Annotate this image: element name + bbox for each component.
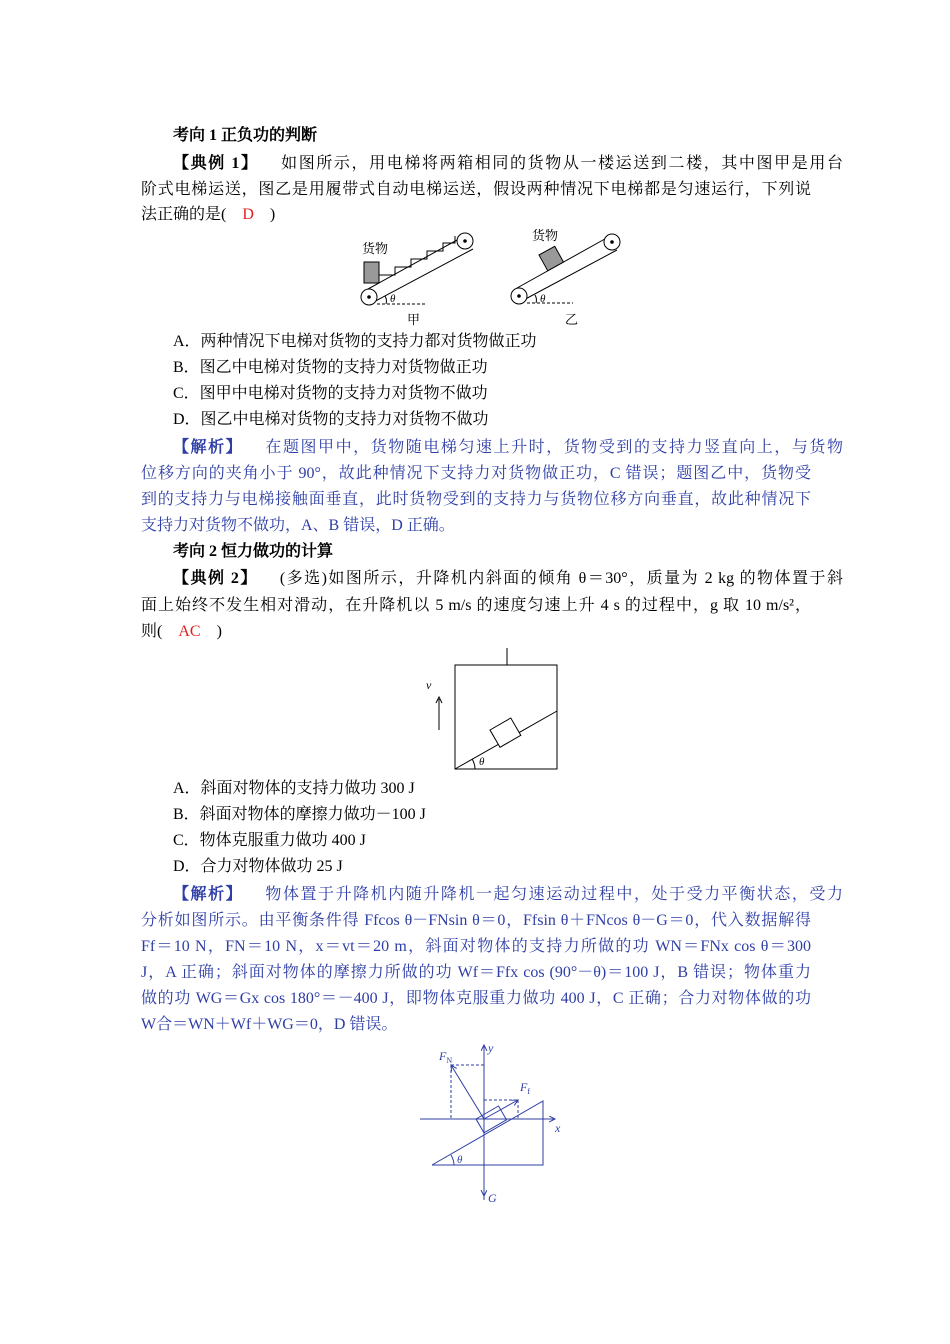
question-2-line-1 [173, 567, 843, 591]
example-tag-1: 【典例 1】 [173, 155, 259, 172]
ff-label: $F_f$ [520, 1080, 531, 1096]
section-heading-1: 考向 1 正负功的判断 [173, 127, 318, 144]
question-1-text-1: 如图所示，用电梯将两箱相同的货物从一楼运送到二楼，其中图甲是用台 [281, 155, 843, 172]
option-1d: D．图乙中电梯对货物的支持力对货物不做功 [173, 411, 489, 428]
label-jia: 甲 [407, 312, 421, 327]
question-2-text-1: (多选)如图所示，升降机内斜面的倾角 θ＝30°，质量为 2 kg 的物体置于斜 [279, 570, 843, 587]
theta-label-yi: θ [540, 293, 546, 305]
label-yi: 乙 [565, 312, 579, 327]
analysis-2-line-4: J，A 正确；斜面对物体的摩擦力所做的功 Wf＝Ffx cos (90°－θ)＝100 J，B 错误；物体重力 [141, 964, 811, 981]
analysis-1-line-4: 支持力对货物不做功，A、B 错误，D 正确。 [141, 517, 455, 534]
theta-label-jia: θ [390, 293, 396, 305]
theta-label-elevator: θ [479, 756, 485, 768]
option-2b: B．斜面对物体的摩擦力做功－100 J [173, 806, 426, 823]
analysis-2-line-3: Ff＝10 N，FN＝10 N，x＝vt＝20 m，斜面对物体的支持力所做的功 WN＝FNx cos θ＝300 [141, 938, 811, 955]
analysis-1-text-1: 在题图甲中，货物随电梯匀速上升时，货物受到的支持力竖直向上，与货物 [265, 439, 843, 456]
elevator-figure [420, 645, 565, 775]
analysis-2-line-6: W合＝WN＋Wf＋WG＝0，D 错误。 [141, 1016, 398, 1033]
cargo-box-yi [539, 246, 563, 270]
analysis-tag-2: 【解析】 [173, 886, 244, 903]
analysis-2-line-2: 分析如图所示。由平衡条件得 Ffcos θ－FNsin θ＝0，Ffsin θ＋FNcos θ－G＝0，代入数据解得 [141, 912, 811, 929]
analysis-2-line-1 [173, 883, 843, 907]
analysis-1-line-2: 位移方向的夹角小于 90°，故此种情况下支持力对货物做正功，C 错误；题图乙中，货物受 [141, 465, 811, 482]
escalator-yi [511, 228, 620, 327]
y-axis-label: y [488, 1041, 494, 1055]
analysis-1-line-1 [173, 436, 843, 460]
cargo-box-jia [364, 262, 379, 283]
analysis-2-text-1: 物体置于升降机内随升降机一起匀速运动过程中，处于受力平衡状态，受力 [265, 886, 843, 903]
cargo-label-yi: 货物 [532, 228, 559, 243]
question-1-paren-close: ) [269, 206, 276, 223]
theta-label-fbd: θ [457, 1154, 463, 1166]
question-2-line-3 [141, 620, 811, 644]
option-2c: C．物体克服重力做功 400 J [173, 832, 366, 849]
question-1-line-1 [173, 152, 843, 176]
section-heading-2: 考向 2 恒力做功的计算 [173, 543, 334, 560]
question-2-line-2: 面上始终不发生相对滑动，在升降机以 5 m/s 的速度匀速上升 4 s 的过程中，g 取 10 m/s²， [141, 597, 811, 614]
option-1c: C．图甲中电梯对货物的支持力对货物不做功 [173, 385, 488, 402]
x-axis-label: x [555, 1121, 561, 1135]
question-2-text-3: 则( [141, 623, 163, 640]
velocity-label: v [426, 678, 432, 692]
example-tag-2: 【典例 2】 [173, 570, 258, 587]
free-body-diagram [418, 1040, 578, 1210]
answer-2: AC [178, 623, 201, 640]
option-2a: A．斜面对物体的支持力做功 300 J [173, 780, 415, 797]
answer-1: D [242, 206, 254, 223]
question-1-line-2: 阶式电梯运送，图乙是用履带式自动电梯运送，假设两种情况下电梯都是匀速运行，下列说 [141, 181, 811, 198]
gravity-label: G [488, 1191, 497, 1205]
option-2d: D．合力对物体做功 25 J [173, 858, 343, 875]
question-2-paren-close: ) [216, 623, 222, 640]
fn-label: $F_N$ [439, 1049, 453, 1065]
cargo-label-jia: 货物 [362, 241, 389, 256]
analysis-1-line-3: 到的支持力与电梯接触面垂直，此时货物受到的支持力与货物位移方向垂直，故此种情况下 [141, 491, 811, 508]
block-on-incline [490, 718, 521, 747]
question-1-text-3: 法正确的是( [141, 206, 227, 223]
option-1b: B．图乙中电梯对货物的支持力对货物做正功 [173, 359, 488, 376]
question-1-line-3 [141, 203, 811, 227]
option-1a: A．两种情况下电梯对货物的支持力都对货物做正功 [173, 333, 537, 350]
escalator-jia [361, 233, 473, 327]
escalator-figure [355, 225, 625, 327]
analysis-2-line-5: 做的功 WG＝Gx cos 180°＝－400 J，即物体克服重力做功 400 J，C 正确；合力对物体做的功 [141, 990, 811, 1007]
analysis-tag-1: 【解析】 [173, 439, 244, 456]
